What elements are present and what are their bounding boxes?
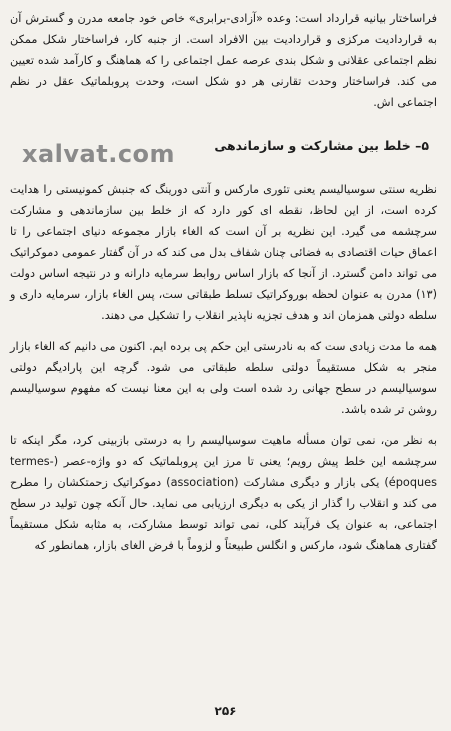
- paragraph-2: نظریه سنتی سوسیالیسم یعنی تئوری مارکس و آنتی دورینگ که جنبش کمونیستی را هدایت کرده است، از این لحاظ، نقطه ای کور دارد که از خلط بین سازماندهی و مشارکت سرچشمه می گیرد. این نظریه بر آن است که الغاء بازار مجموعه دنیای اجتماعی را تا اعماق حیات اقتصادی به فضائی چنان شفاف بدل می کند که در آن گفتار عمومی دموکراتیک می تواند دامن گسترد. از آنجا که بازار اساس روابط سرمایه دارانه و در نتیجه اساس دولت (۱۳) مدرن به عنوان لحظه بوروکراتیک تسلط طبقاتی ست، پس الغاء بازار، سرمایه داری و سلطه دولتی همزمان اند و هدف تجزیه ناپذیر انقلاب را تشکیل می دهند.: [10, 183, 437, 322]
- paragraph-1: فراساختار بیانیه قرارداد است: وعده «آزادی-برابری» خاص خود جامعه مدرن و گسترش آن به قراردادیت مرکزی و قراردادیت بین الافراد است. از جنبه کار، فراساختار شکل ممکن نظم اجتماعی عقلانی و شکل بندی عرصه عمل اجتماعی را که هماهنگ و کارآمد شده تعیین می کند. فراساختار وحدت تقارنی هر دو شکل است، وحدت پروبلماتیک عقل در نظم اجتماعی اش.: [10, 12, 437, 109]
- watermark: xalvat.com: [22, 140, 176, 168]
- paragraph-3: همه ما مدت زیادی ست که به نادرستی این حکم پی برده ایم. اکنون می دانیم که الغاء بازار منجر به شکل مستقیماً دولتی سلطه طبقاتی می شود. گرچه این پارادیگم دولتی سوسیالیسم در سطح جهانی رد شده است ولی به این معنا نیست که مفهوم سوسیالیسم روشن تر شده باشد.: [10, 340, 437, 416]
- page-number: ۲۵۶: [214, 704, 237, 718]
- paragraph-4: به نظر من، نمی توان مسأله ماهیت سوسیالیسم را به درستی بازبینی کرد، مگر اینکه تا سرچشمه این خلط پیش رویم؛ یعنی تا مرز این پروبلماتیک که دو واژه-عصر (termes-époques) یکی بازار و دیگری مشارکت (association) دموکراتیک زحمتکشان را مطرح می کند و انقلاب را گذار از یکی به دیگری ارزیابی می نماید. حال آنکه چون تولید در سطح اجتماعی، به عنوان یک فرآیند کلی، نمی تواند توسط مشارکت، به مثابه شکل مستقیماً گفتاری هماهنگ شود، مارکس و انگلس طبیعتاً و لزوماً با فرض الغای بازار، همانطور که: [10, 434, 437, 552]
- section-heading: ۵– خلط بین مشارکت و سازماندهی: [214, 138, 429, 153]
